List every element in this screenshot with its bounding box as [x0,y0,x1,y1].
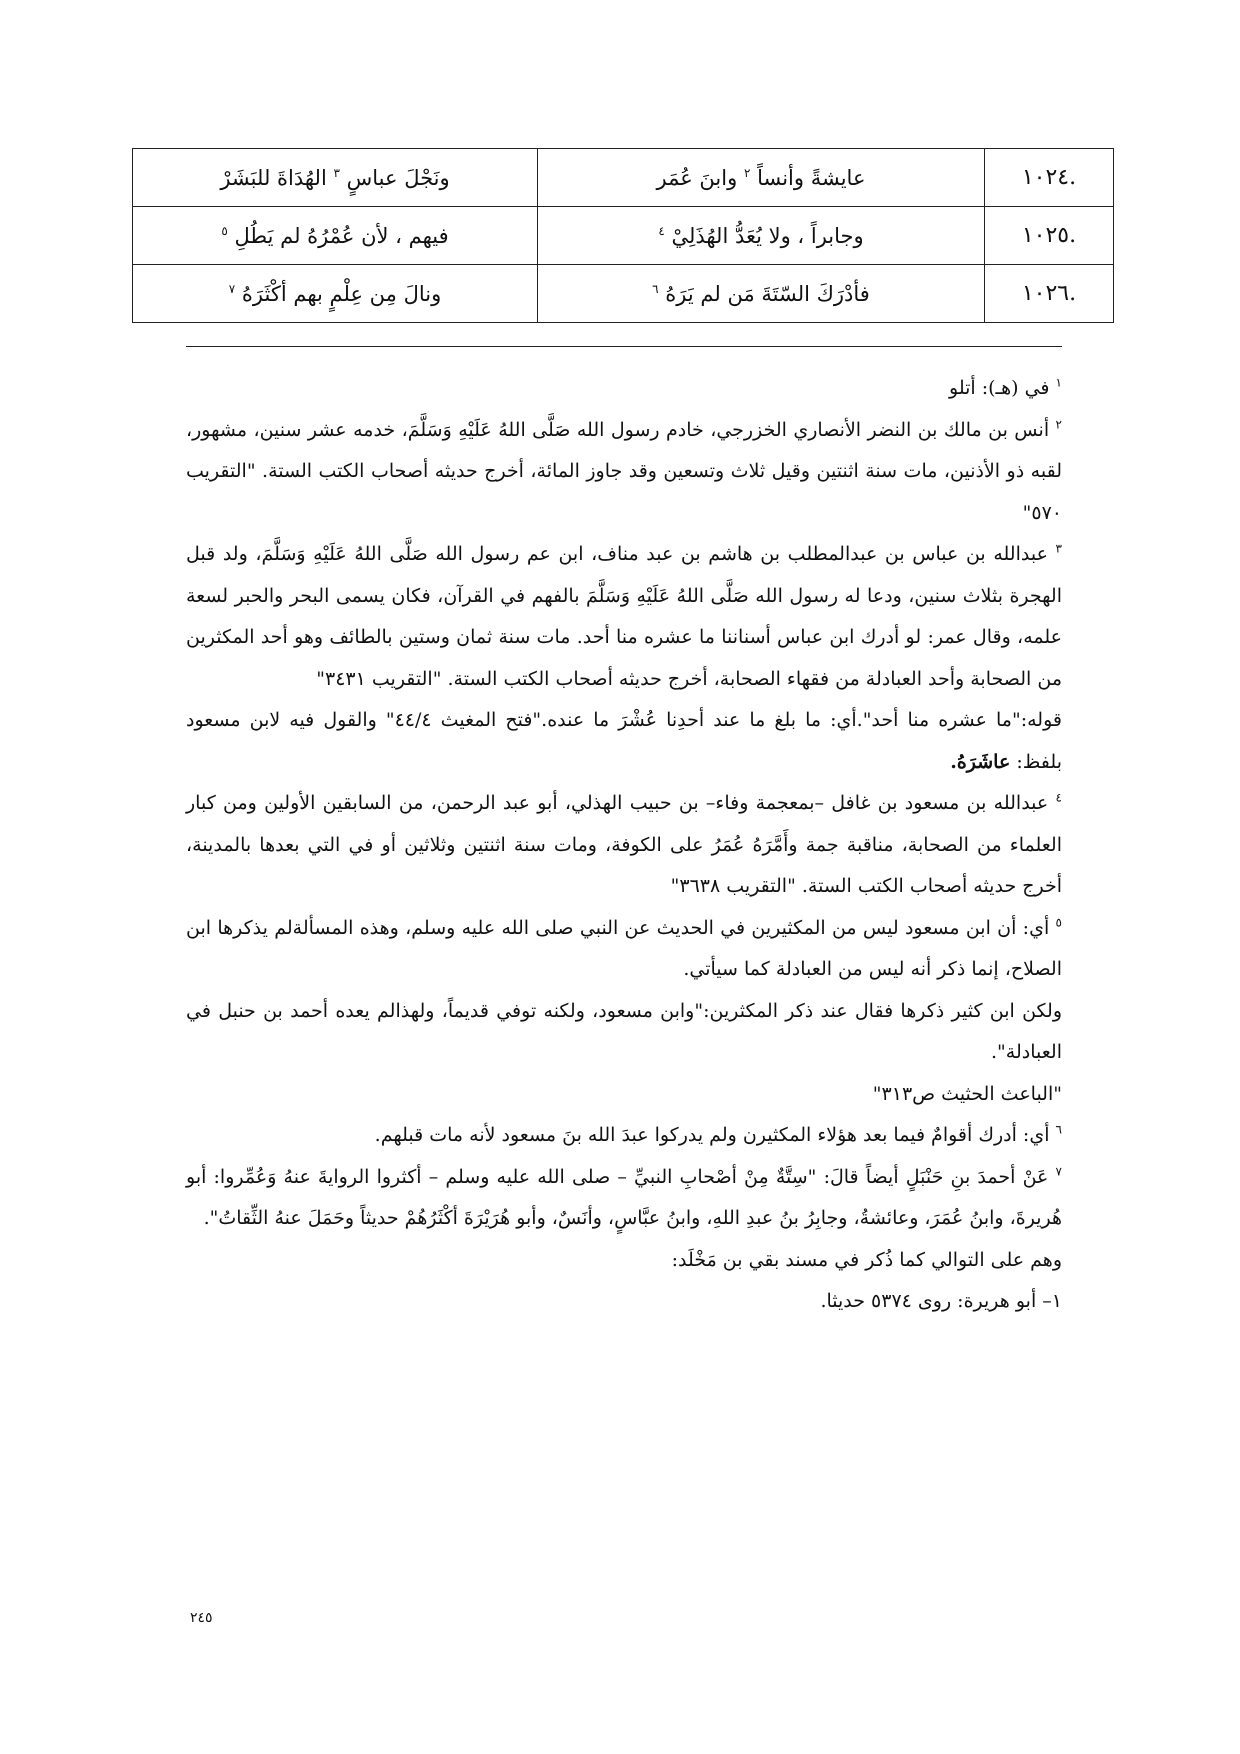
verse-number: .١٠٢٤ [985,149,1114,207]
verse-first-hemistich: فأدْرَكَ السّتَةَ مَن لم يَرَهُ $^٦$ [538,265,985,323]
verse-second-hemistich: فيهم ، لأن عُمْرُهُ لم يَطُلِ $^٥$ [133,207,538,265]
verse-second-hemistich: ونالَ مِن عِلْمٍ بهم أكْثَرَهُ $^٧$ [133,265,538,323]
footnote-5: $^٥$ أي: أن ابن مسعود ليس من المكثيرين في الحديث عن النبي صلى الله عليه وسلم، وهذه المسألةلم يذكرها ابن الصلاح، إنما ذكر أنه ليس من العبادلة كما سيأتي. [186,915,1062,980]
footnote-ref: ٧ [228,281,236,296]
verse-first-hemistich: عايشةً وأنساً $^٢$ وابنَ عُمَر [538,149,985,207]
footnote-ref: ٢ [743,165,751,180]
footnote-7: $^٧$ عَنْ أحمدَ بنِ حَنْبَلٍ أيضاً قالَ: "سِتَّةٌ مِنْ أصْحابِ النبيِّ – صلى الله عليه وسلم – أكثروا الروايةَ عنهُ وَعُمِّروا: أبو هُريرةَ، وابنُ عُمَرَ، وعائشةُ، وجابِرُ بنُ عبدِ اللهِ، وابنُ عبَّاسٍ، وأنَسٌ، وأبو هُرَيْرَةَ أكْثَرُهُمْ حديثاً وحَمَلَ عنهُ الثِّقاتُ". [186,1164,1062,1229]
footnotes [186,368,1062,1323]
verses-table [132,148,1114,323]
verse-first-hemistich: وجابراً ، ولا يُعَدُّ الهُذَلِيْ $^٤$ [538,207,985,265]
verse-second-hemistich: ونَجْلَ عباسٍ $^٣$ الهُدَاةَ للبَشَرْ [133,149,538,207]
page-number: ٢٤٥ [190,1610,213,1626]
footnote-7-continuation: وهم على التوالي كما ذُكر في مسند بقي بن مَخْلَد: [671,1248,1062,1271]
verse-number: .١٠٢٦ [985,265,1114,323]
footnote-ref: ٥ [221,223,228,238]
footnote-1: $^١$ في (هـ): أتلو [949,375,1062,399]
verse-row [133,207,1114,265]
footnote-5-citation: "الباعث الحثيث ص٣١٣" [872,1082,1062,1105]
verse-row [133,265,1114,323]
footnote-7-list-item: ١– أبو هريرة: روى ٥٣٧٤ حديثا. [820,1290,1062,1312]
footnote-3: $^٣$ عبدالله بن عباس بن عبدالمطلب بن هاشم بن عبد مناف، ابن عم رسول الله صَلَّى اللهُ عَلَيْهِ وَسَلَّمَ، ولد قبل الهجرة بثلاث سنين، ودعا له رسول الله صَلَّى اللهُ عَلَيْهِ وَسَلَّمَ بالفهم في القرآن، فكان يسمى البحر والحبر لسعة علمه، وقال عمر: لو أدرك ابن عباس أسناننا ما عشره منا أحد. مات سنة ثمان وستين بالطائف وهو أحد المكثرين من الصحابة وأحد العبادلة من فقهاء الصحابة، أخرج حديثه أصحاب الكتب الستة. "التقريب ٣٤٣١" [186,541,1062,690]
footnote-4: $^٤$ عبدالله بن مسعود بن غافل –بمعجمة وفاء– بن حبيب الهذلي، أبو عبد الرحمن، من السابقين الأولين ومن كبار العلماء من الصحابة، مناقبة جمة وأَمَّرَهُ عُمَرُ على الكوفة، ومات سنة اثنتين وثلاثين أو في التي بعدها بالمدينة، أخرج حديثه أصحاب الكتب الستة. "التقريب ٣٦٣٨" [186,790,1062,897]
bold-word: عاشَرَهُ. [950,750,1011,773]
footnote-3-continuation: قوله:"ما عشره منا أحد".أي: ما بلغ ما عند أحدِنا عُشْرَ ما عنده."فتح المغيث ٤٤/٤" والقول فيه لابن مسعود بلفظ: عاشَرَهُ. [186,709,1062,773]
footnote-ref: ٤ [658,223,665,238]
footnote-ref: ٦ [652,281,659,296]
footnote-ref: ٣ [333,165,340,180]
verse-number: .١٠٢٥ [985,207,1114,265]
footnote-2: $^٢$ أنس بن مالك بن النضر الأنصاري الخزرجي، خادم رسول الله صَلَّى اللهُ عَلَيْهِ وَسَلَّمَ، خدمه عشر سنين، مشهور، لقبه ذو الأذنين، مات سنة اثنتين وقيل ثلاث وتسعين وقد جاوز المائة، أخرج حديثه أصحاب الكتب الستة. "التقريب ٥٧٠" [186,417,1062,524]
footnote-6: $^٦$ أي: أدرك أقوامٌ فيما بعد هؤلاء المكثيرن ولم يدركوا عبدَ الله بنَ مسعود لأنه مات قبلهم. [374,1122,1062,1146]
verse-row [133,149,1114,207]
footnote-separator [186,346,1062,347]
footnote-5-continuation: ولكن ابن كثير ذكرها فقال عند ذكر المكثرين:"وابن مسعود، ولكنه توفي قديماً، ولهذالم يعده أحمد بن حنبل في العبادلة". [186,999,1062,1063]
